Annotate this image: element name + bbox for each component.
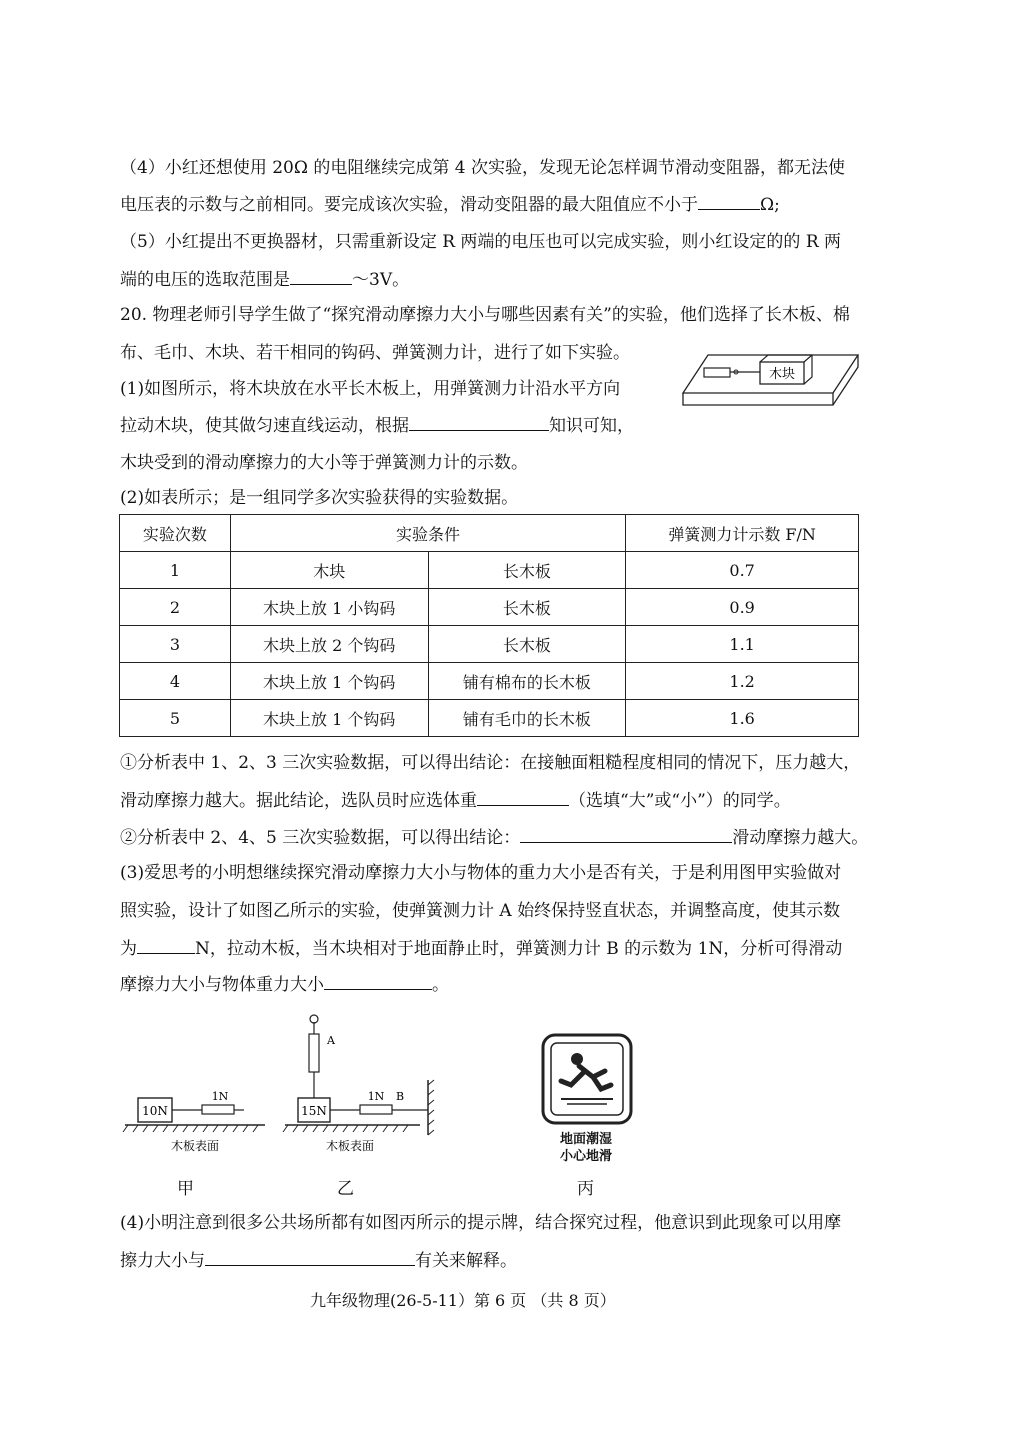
q19-part5-line2: 端的电压的选取范围是 ～3V。 bbox=[120, 270, 410, 290]
experiment-data-table bbox=[119, 514, 859, 737]
table-row bbox=[120, 700, 859, 737]
table-cell: 长木板 bbox=[428, 552, 626, 589]
table-cell: 1 bbox=[120, 552, 231, 589]
q20-step3-line2: 照实验，设计了如图乙所示的实验，使弹簧测力计 A 始终保持竖直状态，并调整高度，使其示数 bbox=[120, 901, 841, 921]
spring-a-label: A bbox=[327, 1034, 335, 1047]
table-cell: 2 bbox=[120, 589, 231, 626]
q20-step1-line3: 木块受到的滑动摩擦力的大小等于弹簧测力计的示数。 bbox=[120, 453, 528, 473]
table-cell: 0.7 bbox=[626, 552, 859, 589]
q20-step3-line1: (3)爱思考的小明想继续探究滑动摩擦力大小与物体的重力大小是否有关，于是利用图甲实验做对 bbox=[120, 863, 842, 883]
sign-text-line1: 地面潮湿 bbox=[560, 1132, 613, 1147]
table-cell: 1.1 bbox=[626, 626, 859, 663]
table-row bbox=[120, 626, 859, 663]
table-cell: 1.6 bbox=[626, 700, 859, 737]
answer-blank-conclusion[interactable] bbox=[520, 826, 732, 843]
answer-blank-relation[interactable] bbox=[324, 973, 432, 990]
table-cell: 木块上放 1 个钩码 bbox=[230, 663, 428, 700]
table-cell: 3 bbox=[120, 626, 231, 663]
answer-blank-voltage-range[interactable] bbox=[290, 268, 352, 285]
force-label: 1N bbox=[211, 1090, 229, 1103]
table-row bbox=[120, 552, 859, 589]
table-cell: 木块 bbox=[230, 552, 428, 589]
block-label: 木块 bbox=[768, 367, 796, 382]
table-cell: 0.9 bbox=[626, 589, 859, 626]
figure-yi-caption: 乙 bbox=[337, 1179, 354, 1199]
answer-blank-knowledge[interactable] bbox=[409, 414, 549, 431]
surface-label: 木板表面 bbox=[325, 1139, 375, 1153]
q20-step4-line2: 擦力大小与 有关来解释。 bbox=[120, 1251, 517, 1271]
figure-yi bbox=[280, 1010, 440, 1160]
q19-part5-line1: （5）小红提出不更换器材，只需重新设定 R 两端的电压也可以完成实验，则小红设定的的 R 两 bbox=[120, 232, 842, 252]
answer-blank-max-resistance[interactable] bbox=[698, 193, 760, 210]
surface-label: 木板表面 bbox=[170, 1139, 220, 1153]
table-row bbox=[120, 589, 859, 626]
table-header-cell: 弹簧测力计示数 F/N bbox=[626, 515, 859, 552]
table-cell: 5 bbox=[120, 700, 231, 737]
answer-blank-factor[interactable] bbox=[205, 1249, 415, 1266]
table-header-row bbox=[120, 515, 859, 552]
q20-analysis1-line1: ①分析表中 1、2、3 三次实验数据，可以得出结论：在接触面粗糙程度相同的情况下，压力越大， bbox=[120, 753, 861, 773]
figure-jia bbox=[120, 1080, 270, 1160]
q20-step1-line1: (1)如图所示，将木块放在水平长木板上，用弹簧测力计沿水平方向 bbox=[120, 379, 621, 399]
force-label: 1N bbox=[367, 1090, 385, 1103]
q20-step2: (2)如表所示；是一组同学多次实验获得的实验数据。 bbox=[120, 488, 519, 508]
table-header-cell: 实验条件 bbox=[230, 515, 625, 552]
table-cell: 长木板 bbox=[428, 589, 626, 626]
q20-step3-line4: 摩擦力大小与物体重力大小 。 bbox=[120, 975, 449, 995]
page-footer: 九年级物理(26-5-11）第 6 页 （共 8 页） bbox=[310, 1291, 616, 1310]
table-cell: 4 bbox=[120, 663, 231, 700]
answer-blank-newton[interactable] bbox=[137, 937, 195, 954]
q19-part4-line1: （4）小红还想使用 20Ω 的电阻继续完成第 4 次实验，发现无论怎样调节滑动变阻器，都无法使 bbox=[120, 158, 845, 178]
q20-analysis2: ②分析表中 2、4、5 三次实验数据，可以得出结论： 滑动摩擦力越大。 bbox=[120, 828, 869, 848]
q20-step1-line2: 拉动木块，使其做匀速直线运动，根据 知识可知， bbox=[120, 416, 634, 436]
table-cell: 长木板 bbox=[428, 626, 626, 663]
figure-bing-caption: 丙 bbox=[577, 1179, 594, 1199]
q20-intro-line1: 20. 物理老师引导学生做了“探究滑动摩擦力大小与哪些因素有关”的实验，他们选择了长木板、棉 bbox=[120, 305, 850, 325]
table-cell: 木块上放 1 个钩码 bbox=[230, 700, 428, 737]
table-row bbox=[120, 663, 859, 700]
q20-step3-line3: 为 N，拉动木板，当木块相对于地面静止时，弹簧测力计 B 的示数为 1N，分析可得滑动 bbox=[120, 939, 843, 959]
table-header-cell: 实验次数 bbox=[120, 515, 231, 552]
block-weight-label: 15N bbox=[301, 1104, 327, 1118]
q20-analysis1-line2: 滑动摩擦力越大。据此结论，选队员时应选体重 （选填“大”或“小”）的同学。 bbox=[120, 791, 791, 811]
table-cell: 木块上放 2 个钩码 bbox=[230, 626, 428, 663]
q20-step4-line1: (4)小明注意到很多公共场所都有如图丙所示的提示牌，结合探究过程，他意识到此现象可以用摩 bbox=[120, 1213, 842, 1233]
table-cell: 1.2 bbox=[626, 663, 859, 700]
q20-intro-line2: 布、毛巾、木块、若干相同的钩码、弹簧测力计，进行了如下实验。 bbox=[120, 343, 630, 363]
board-block-figure bbox=[678, 345, 863, 410]
slippery-floor-sign bbox=[541, 1033, 633, 1125]
figure-jia-caption: 甲 bbox=[177, 1179, 194, 1199]
table-cell: 木块上放 1 小钩码 bbox=[230, 589, 428, 626]
sign-text-line2: 小心地滑 bbox=[560, 1149, 613, 1164]
table-cell: 铺有毛巾的长木板 bbox=[428, 700, 626, 737]
q19-part4-line2: 电压表的示数与之前相同。要完成该次实验，滑动变阻器的最大阻值应不小于 Ω; bbox=[120, 195, 780, 215]
answer-blank-weight[interactable] bbox=[477, 789, 569, 806]
spring-b-label: B bbox=[395, 1090, 405, 1103]
table-cell: 铺有棉布的长木板 bbox=[428, 663, 626, 700]
block-weight-label: 10N bbox=[142, 1104, 168, 1118]
